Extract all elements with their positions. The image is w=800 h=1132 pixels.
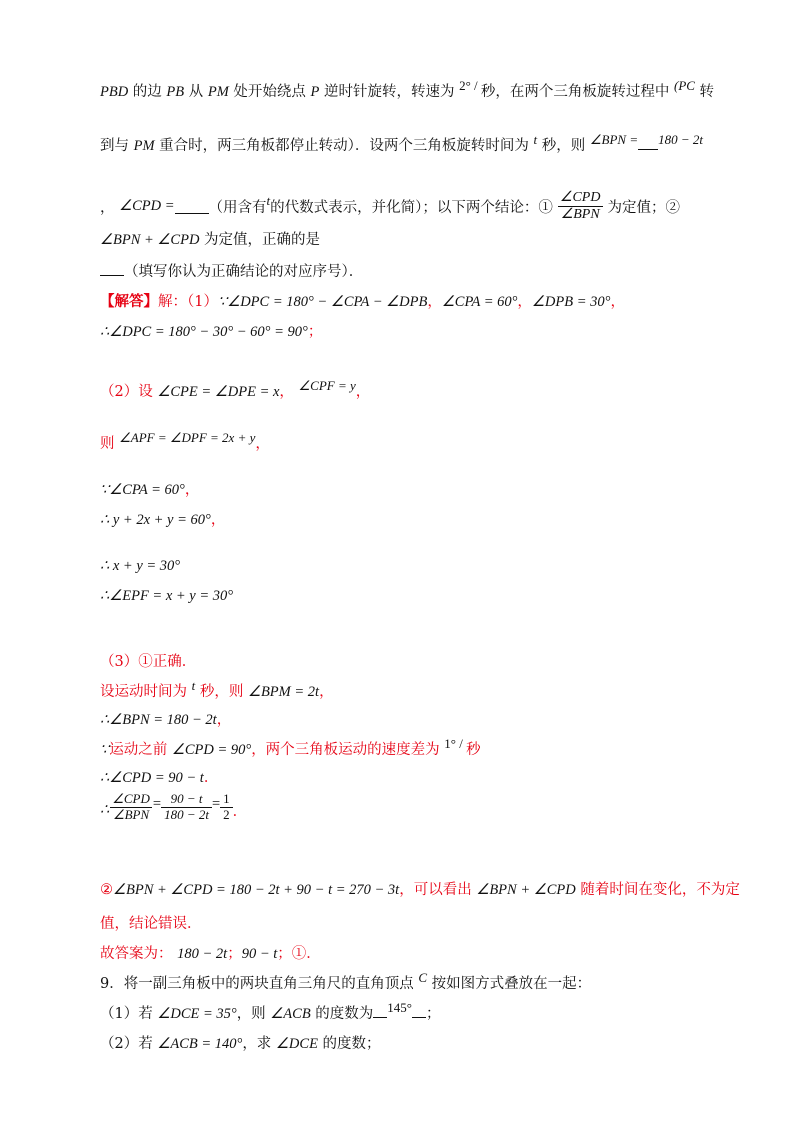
- text: 为定值，正确的是: [199, 232, 321, 248]
- text: (PC: [674, 78, 695, 93]
- text: ∠BPN =: [589, 132, 639, 147]
- text: ；: [426, 1006, 441, 1022]
- solution-line-5: [100, 478, 199, 499]
- math: t: [191, 678, 196, 693]
- solution-line-8: [100, 588, 233, 605]
- math: 90 − t: [241, 946, 278, 962]
- text: 的度数为: [310, 1006, 374, 1022]
- solution-line-15: [100, 878, 740, 899]
- math: ∠CPD = 90°: [171, 742, 252, 758]
- math: ∠CPE = ∠DPE = x: [157, 384, 280, 400]
- solution-line-4: [100, 432, 270, 453]
- numerator: ∠CPD: [112, 791, 150, 806]
- text: ②: [100, 882, 113, 898]
- answer-blank: [373, 1017, 387, 1018]
- math: ∠DCE = 35°: [157, 1006, 237, 1022]
- text: ，: [255, 436, 270, 452]
- math: ∠ACB = 140°: [157, 1036, 243, 1052]
- math: ∠BPN + ∠CPD = 180 − 2t + 90 − t = 270 − 3t: [113, 882, 400, 898]
- solution-line-3: [100, 380, 370, 401]
- text: ，: [279, 384, 294, 400]
- text: （3）①正确．: [100, 654, 197, 670]
- text: ∠CPD =: [119, 198, 175, 215]
- text: ∠BPN + ∠CPD: [100, 232, 200, 248]
- text: 逆时针旋转，转速为: [319, 84, 460, 100]
- math: ∠APF = ∠DPF = 2x + y: [119, 430, 256, 445]
- equals: =: [152, 795, 162, 812]
- text: PM: [133, 138, 155, 154]
- text: 随着时间在变化，不为定: [575, 882, 740, 898]
- math: ∵∠CPA = 60°: [100, 482, 185, 498]
- solution-line-12: [100, 738, 481, 759]
- text: ，可以看出: [399, 882, 477, 898]
- text: （1）若: [100, 1006, 158, 1022]
- text: 到与: [100, 138, 134, 154]
- text: 为定值；②: [607, 200, 680, 217]
- text: （填写你认为正确结论的对应序号）．: [124, 264, 364, 280]
- text: 秒，则: [195, 684, 248, 700]
- text: （2）若: [100, 1036, 158, 1052]
- text: 值，结论错误．: [100, 916, 202, 932]
- text: ，两个三角板运动的速度差为: [251, 742, 445, 758]
- text: 转: [694, 84, 715, 100]
- math: ∴: [100, 801, 110, 818]
- text: 运动之前: [109, 742, 172, 758]
- text: 9．将一副三角板中的两块直角三角尺的直角顶点: [100, 976, 419, 992]
- math: ∠CPF = y: [298, 378, 356, 393]
- solution-line-14: [100, 792, 247, 823]
- math: 180 − 2t: [177, 946, 228, 962]
- intro-line-3: [100, 190, 680, 223]
- math: ∠CPA = 60°: [441, 294, 518, 310]
- math: ∵: [100, 742, 110, 758]
- text: ．: [232, 803, 248, 820]
- math: ∴∠DPC = 180° − 30° − 60° = 90°: [100, 324, 308, 340]
- text: 设运动时间为: [100, 684, 192, 700]
- text: 的边: [128, 84, 167, 100]
- text: 秒，则: [537, 138, 590, 154]
- text: PB: [166, 84, 185, 100]
- answer-blank: [412, 1017, 426, 1018]
- fraction-one-half: [220, 792, 233, 823]
- text: 的度数；: [317, 1036, 381, 1052]
- text: ；①．: [277, 946, 321, 962]
- numerator: 90 − t: [170, 791, 203, 806]
- solution-line-9: [100, 650, 196, 671]
- intro-line-1: [100, 80, 714, 101]
- math: ∠ACB: [270, 1006, 311, 1022]
- denominator: ∠BPN: [110, 807, 152, 823]
- text: 从: [184, 84, 208, 100]
- text: （2）设: [100, 384, 158, 400]
- problem9-line-3: [100, 1032, 381, 1053]
- fraction-90-t: [161, 792, 212, 823]
- denominator: 2: [220, 807, 233, 823]
- text: 秒，在两个三角板旋转过程中: [480, 84, 674, 100]
- math: ∴∠BPN = 180 − 2t: [100, 712, 217, 728]
- text: 重合时，两三角板都停止转动）．设两个三角板旋转时间为: [154, 138, 534, 154]
- solution-line-10: [100, 680, 334, 701]
- numerator: ∠CPD: [559, 190, 601, 205]
- answer-text: 145°: [387, 1000, 412, 1015]
- solution-line-6: [100, 508, 225, 529]
- answer-text: 180 − 2t: [658, 132, 703, 147]
- solution-line-1: [100, 290, 625, 311]
- text: t: [533, 132, 538, 147]
- fraction-cpd-over-bpn: [557, 190, 604, 223]
- text: ，: [427, 294, 442, 310]
- math: ∴∠CPD = 90 − t: [100, 770, 204, 786]
- text: PBD: [100, 84, 129, 100]
- math: ∠BPN + ∠CPD: [476, 882, 576, 898]
- answer-label: 【解答】: [100, 293, 158, 310]
- text: 则: [100, 436, 120, 452]
- text: 的代数式表示，并化简）；以下两个结论：①: [270, 200, 553, 217]
- text: ，: [517, 294, 532, 310]
- text: 2° /: [459, 78, 481, 93]
- math: ∠DPB = 30°: [531, 294, 611, 310]
- text: ．: [203, 770, 219, 786]
- solution-line-11: [100, 708, 231, 729]
- answer-blank: [100, 261, 124, 276]
- math: ∴ x + y = 30°: [100, 558, 181, 574]
- text: ，: [100, 200, 115, 217]
- fraction-cpd-over-bpn: [109, 792, 153, 823]
- intro-line-4: [100, 228, 320, 249]
- text: ，: [319, 684, 334, 700]
- text: ，: [610, 294, 625, 310]
- text: ；: [307, 324, 323, 340]
- answer-blank: [638, 149, 658, 150]
- text: ；: [227, 946, 242, 962]
- problem9-line-2: [100, 1002, 441, 1023]
- text: 处开始绕点: [228, 84, 311, 100]
- problem9-line-1: [100, 972, 591, 993]
- math: C: [418, 970, 428, 985]
- math: ∴ y + 2x + y = 60°: [100, 512, 211, 528]
- equals: =: [211, 795, 221, 812]
- intro-line-5: [100, 260, 363, 281]
- text: 解：（1）: [158, 294, 218, 310]
- solution-line-17: [100, 942, 321, 963]
- text: ，: [216, 712, 232, 728]
- text: （用含有: [208, 200, 267, 217]
- text: ，求: [242, 1036, 276, 1052]
- solution-line-16: [100, 912, 202, 933]
- text: t: [266, 192, 271, 208]
- numerator: 1: [223, 791, 230, 806]
- text: 按如图方式叠放在一起：: [427, 976, 592, 992]
- math: 1° /: [444, 736, 467, 751]
- solution-line-7: [100, 558, 180, 575]
- math: ∠DCE: [275, 1036, 318, 1052]
- solution-line-2: [100, 320, 322, 341]
- text: 故答案为：: [100, 946, 173, 962]
- denominator: ∠BPN: [558, 206, 603, 223]
- text: ，: [184, 482, 200, 498]
- denominator: 180 − 2t: [161, 807, 212, 823]
- intro-line-2: [100, 134, 703, 155]
- math: ∠BPM = 2t: [247, 684, 320, 700]
- math: ∵∠DPC = 180° − ∠CPA − ∠DPB: [217, 294, 428, 310]
- math: ∴∠EPF = x + y = 30°: [100, 588, 234, 604]
- text: ，: [355, 384, 371, 400]
- text: ，则: [236, 1006, 271, 1022]
- answer-blank: [175, 199, 209, 214]
- text: PM: [207, 84, 229, 100]
- text: P: [310, 84, 320, 100]
- text: ，: [210, 512, 226, 528]
- text: 秒: [466, 742, 481, 758]
- solution-line-13: [100, 766, 218, 787]
